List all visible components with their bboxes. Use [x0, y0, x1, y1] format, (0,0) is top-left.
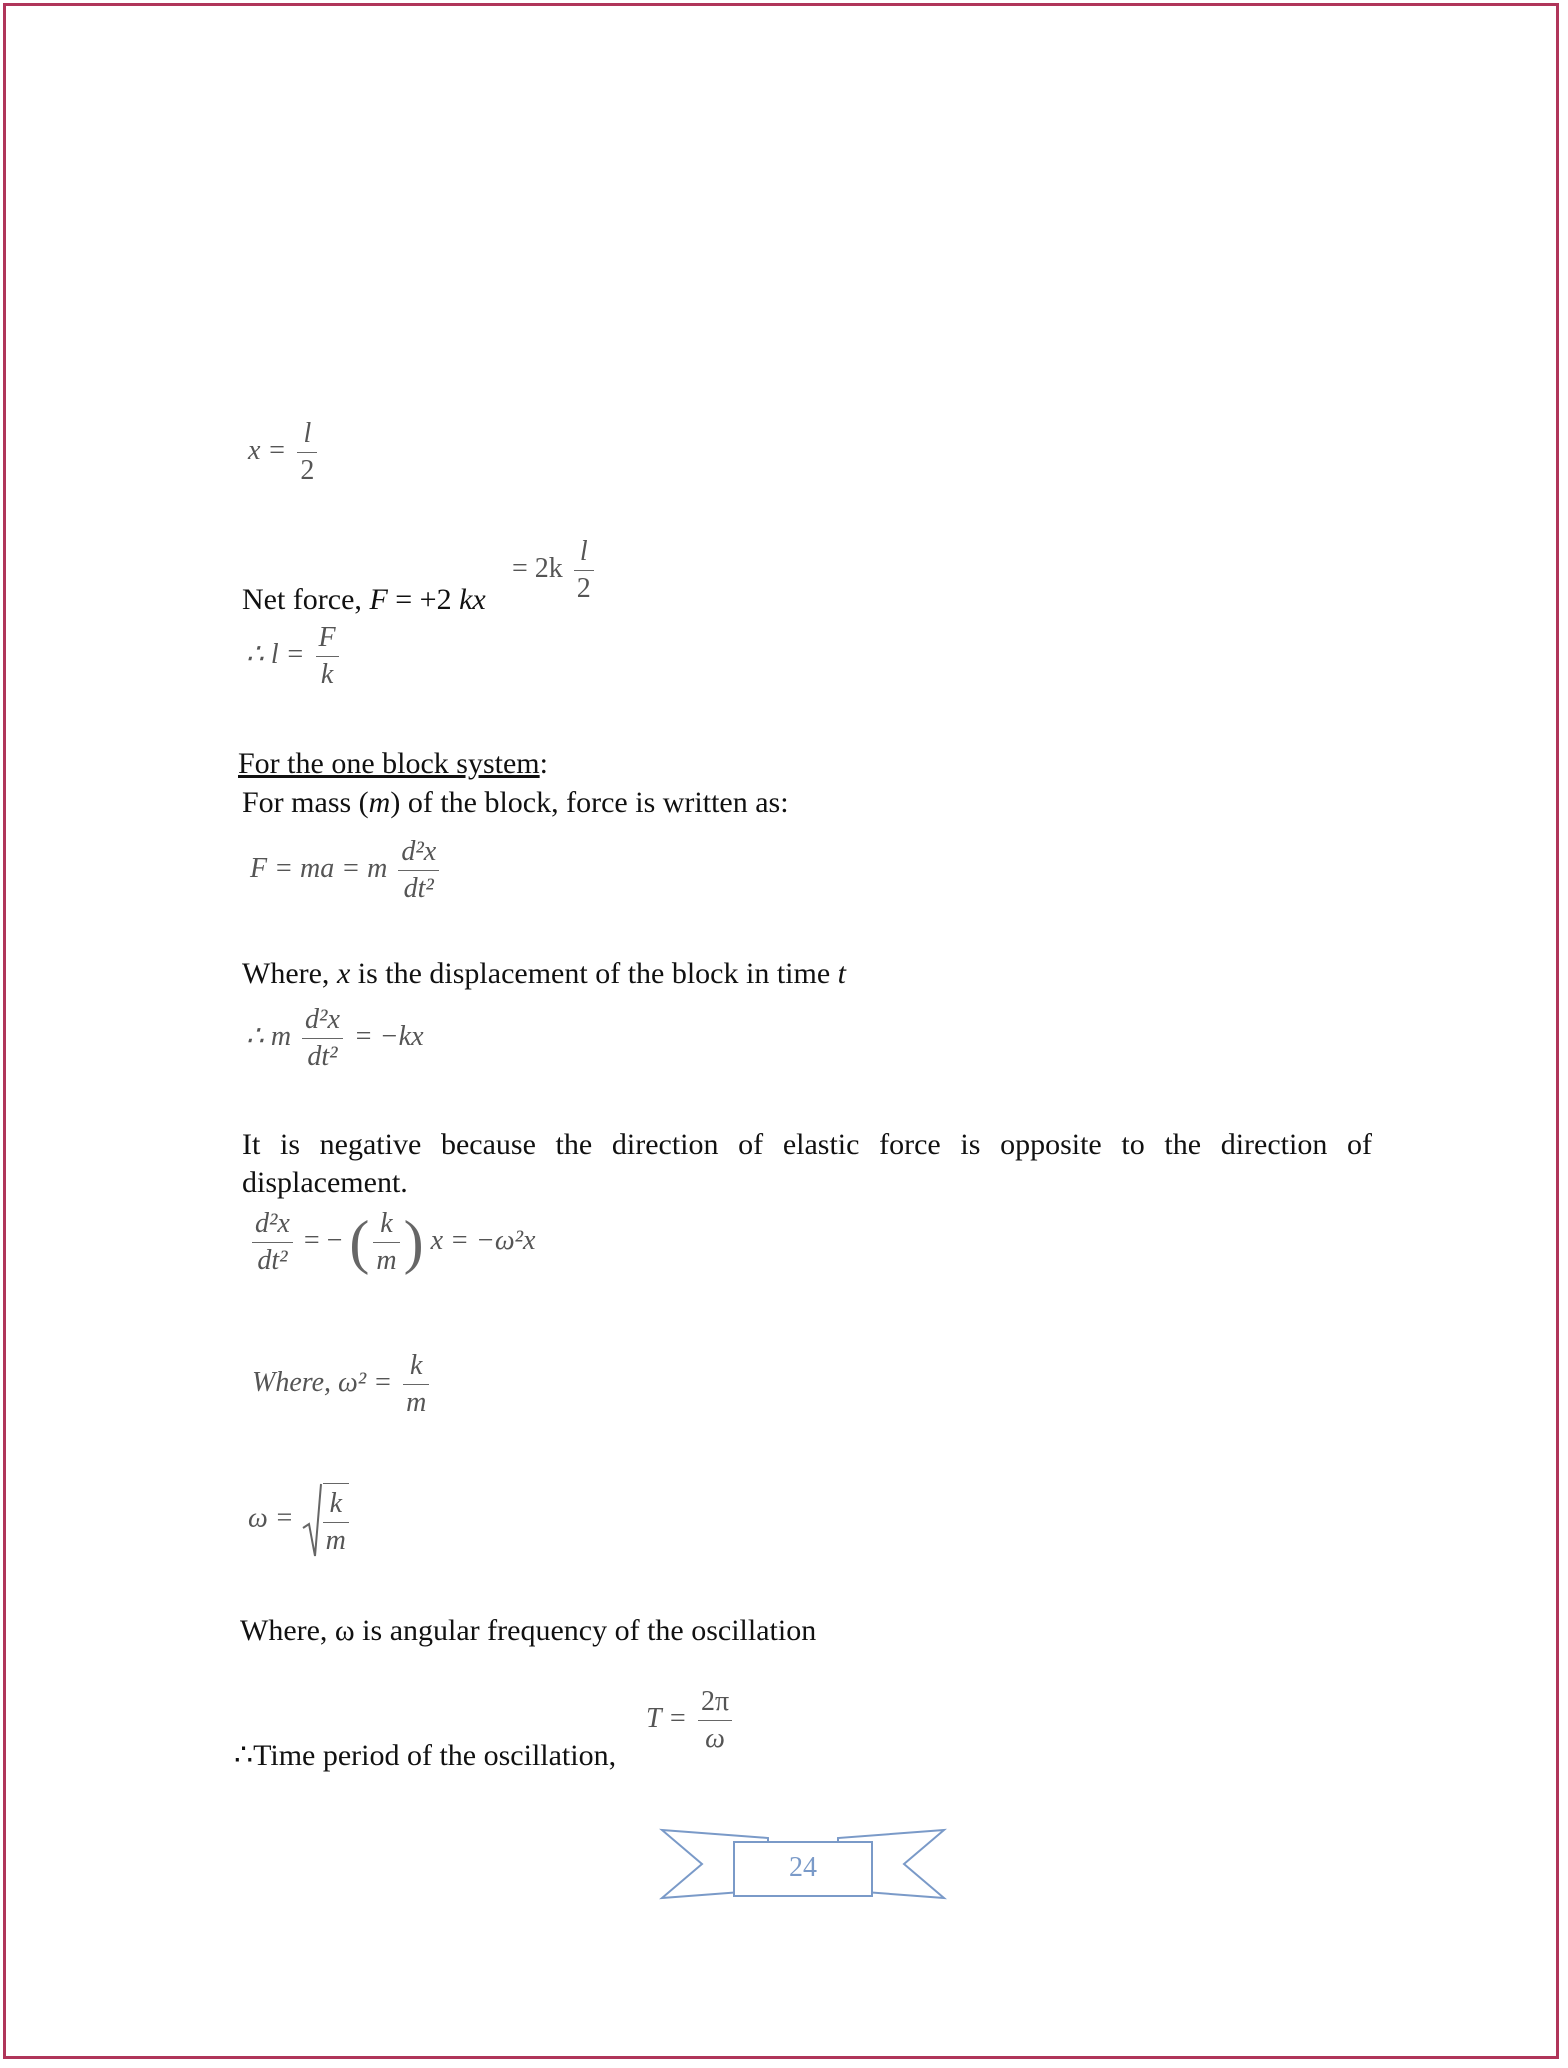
eq-lhs: = 2k — [512, 552, 563, 584]
fraction — [403, 1350, 429, 1419]
net-force-label: Net force, — [242, 583, 362, 616]
fraction — [302, 1004, 343, 1073]
equation-2k-l-over-2 — [512, 536, 598, 605]
fraction-numerator: F — [318, 622, 336, 653]
mass-force-sentence — [242, 786, 789, 820]
eq-lhs: ∴ m — [246, 1020, 292, 1052]
fraction-numerator: l — [579, 536, 588, 567]
text-part: For mass ( — [242, 786, 369, 819]
fraction-denominator: k — [320, 659, 334, 690]
fraction-denominator: dt² — [403, 873, 434, 904]
time-period-sentence: ∴Time period of the oscillation, — [234, 1739, 617, 1772]
fraction — [252, 1208, 293, 1277]
fraction — [698, 1686, 732, 1755]
fraction-numerator: k — [380, 1208, 393, 1239]
equation-omega-sqrt — [248, 1480, 353, 1560]
text-part: Where, — [242, 957, 337, 990]
fraction-numerator: d²x — [305, 1004, 340, 1035]
fraction — [574, 536, 594, 605]
net-force-var: F — [369, 583, 388, 616]
fraction — [297, 418, 317, 487]
eq-rhs: x = −ω²x — [430, 1224, 536, 1256]
equation-time-period — [646, 1686, 736, 1755]
fraction — [323, 1483, 349, 1557]
eq-mid: = − — [303, 1224, 343, 1256]
fraction-denominator: 2 — [300, 455, 315, 486]
eq-lhs: ∴ l = — [246, 638, 305, 670]
eq-lhs: x = — [248, 434, 287, 466]
fraction-numerator: k — [410, 1350, 423, 1381]
net-force-line — [242, 583, 486, 617]
equation-l-equals-F-over-k — [246, 622, 343, 691]
text-part: is the displacement of the block in time — [350, 957, 838, 990]
equation-x-equals-l-over-2 — [248, 418, 321, 487]
negative-explanation-paragraph: It is negative because the direction of elastic force is opposite to the direction of displacement. — [242, 1128, 1372, 1199]
fraction — [373, 1208, 399, 1277]
left-paren: ( — [349, 1209, 370, 1275]
net-force-rhs: = +2 — [395, 583, 460, 616]
equation-omega-squared — [252, 1350, 433, 1419]
displacement-sentence — [242, 957, 846, 991]
fraction-denominator: dt² — [307, 1041, 338, 1072]
text-var: m — [368, 786, 391, 819]
square-root — [301, 1480, 353, 1560]
fraction-numerator: d²x — [401, 836, 437, 867]
angular-frequency-sentence: Where, ω is angular frequency of the oscillation — [240, 1614, 817, 1647]
section-heading-colon: : — [539, 747, 548, 780]
fraction-denominator: m — [325, 1525, 346, 1556]
text-var: x — [336, 957, 351, 990]
eq-lhs: T = — [646, 1702, 687, 1734]
text-var: t — [837, 957, 846, 990]
eq-lhs: Where, ω² = — [252, 1366, 393, 1398]
fraction-denominator: dt² — [257, 1245, 288, 1276]
fraction-numerator: 2π — [700, 1686, 730, 1717]
equation-d2x-equals-minus-omega-sq-x — [248, 1208, 535, 1277]
page-number-ribbon — [658, 1826, 948, 1906]
fraction-numerator: l — [303, 418, 312, 449]
text-part: ) of the block, force is written as: — [390, 786, 789, 819]
page-number: 24 — [789, 1852, 817, 1883]
fraction — [398, 836, 439, 905]
eq-rhs: = −kx — [353, 1020, 424, 1052]
fraction-numerator: k — [329, 1488, 342, 1519]
equation-F-ma — [250, 836, 443, 905]
fraction-denominator: m — [376, 1245, 397, 1276]
eq-lhs: ω = — [248, 1502, 294, 1534]
section-heading-text: For the one block system — [238, 747, 540, 780]
eq-lhs: F = ma = m — [250, 852, 388, 884]
section-heading — [238, 747, 548, 781]
fraction-denominator: m — [406, 1387, 427, 1418]
fraction-denominator: ω — [705, 1723, 725, 1754]
equation-m-d2x-equals-minus-kx — [246, 1004, 424, 1073]
fraction — [316, 622, 339, 691]
net-force-kx: kx — [459, 583, 486, 616]
right-paren: ) — [403, 1209, 424, 1275]
fraction-numerator: d²x — [255, 1208, 290, 1239]
fraction-denominator: 2 — [576, 573, 591, 604]
radical-sign-icon — [301, 1480, 323, 1560]
